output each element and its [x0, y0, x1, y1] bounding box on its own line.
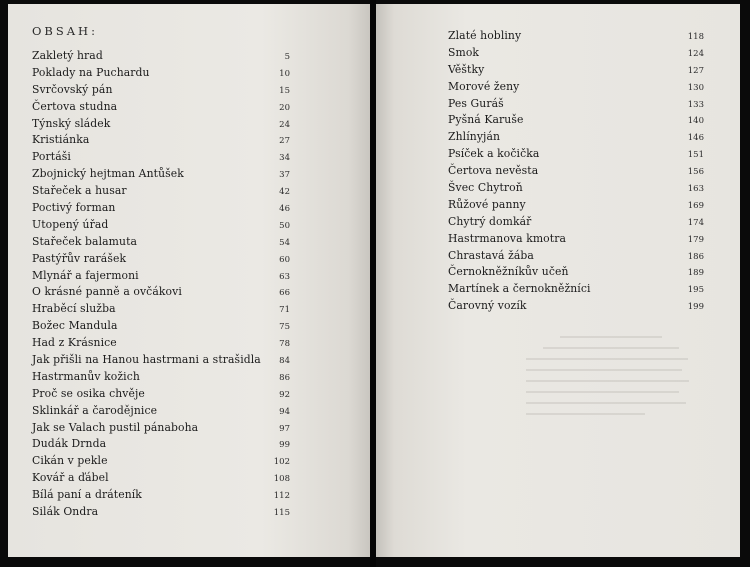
toc-entry — [448, 45, 704, 62]
toc-entry-title: Chrastavá žába — [448, 248, 534, 262]
toc-entry — [32, 284, 290, 301]
toc-entry-title: Stařeček balamuta — [32, 234, 138, 248]
toc-entry-title: Věštky — [448, 62, 485, 76]
left-page — [8, 4, 370, 557]
toc-entry — [448, 281, 704, 298]
toc-entry-title: Poklady na Puchardu — [32, 65, 150, 79]
toc-entry-page-number: 71 — [279, 305, 290, 316]
toc-entry-page-number: 66 — [279, 288, 290, 299]
toc-entry-title: Pes Guráš — [448, 96, 504, 110]
toc-entry-page-number: 27 — [279, 136, 290, 147]
toc-entry — [32, 318, 290, 335]
toc-entry-title: Had z Krásnice — [32, 336, 117, 350]
toc-entry — [32, 99, 290, 116]
toc-entry-title: Pyšná Karuše — [448, 113, 524, 127]
toc-entry-title: Zhlínyján — [448, 130, 501, 144]
toc-entry-page-number: 60 — [279, 254, 290, 265]
toc-list-left — [32, 48, 290, 521]
toc-entry — [448, 163, 704, 180]
toc-entry — [32, 386, 290, 403]
toc-entry-title: Morové ženy — [448, 79, 520, 93]
toc-entry — [32, 116, 290, 133]
toc-entry — [32, 268, 290, 285]
toc-entry-title: Cikán v pekle — [32, 454, 108, 468]
toc-entry — [32, 352, 290, 369]
toc-entry-page-number: 20 — [279, 102, 290, 113]
toc-entry — [32, 166, 290, 183]
toc-entry-title: Sklinkář a čarodějnice — [32, 403, 158, 417]
toc-entry — [32, 217, 290, 234]
toc-entry — [32, 65, 290, 82]
toc-entry — [448, 28, 704, 45]
toc-entry — [32, 183, 290, 200]
toc-entry-title: Poctivý forman — [32, 201, 116, 215]
toc-entry-page-number: 54 — [279, 237, 290, 248]
toc-entry-page-number: 127 — [687, 65, 704, 76]
toc-entry-title: Jak přišli na Hanou hastrmani a strašidla — [32, 353, 261, 367]
toc-entry — [32, 301, 290, 318]
toc-entry-title: Čertova nevěsta — [448, 164, 539, 178]
toc-entry-page-number: 42 — [279, 187, 290, 198]
toc-entry-title: Hastrmanův kožich — [32, 369, 140, 383]
toc-entry-title: Utopený úřad — [32, 217, 109, 231]
toc-entry-page-number: 118 — [687, 32, 704, 42]
toc-entry-page-number: 92 — [279, 389, 290, 400]
toc-entry — [448, 264, 704, 281]
toc-entry-title: Čarovný vozík — [448, 299, 527, 313]
toc-entry — [32, 420, 290, 437]
toc-entry-page-number: 5 — [284, 52, 290, 62]
toc-entry-page-number: 63 — [279, 271, 290, 282]
toc-entry-title: Kristiánka — [32, 133, 90, 147]
toc-entry — [448, 62, 704, 79]
toc-entry — [32, 251, 290, 268]
toc-entry-page-number: 151 — [687, 150, 704, 161]
toc-entry-title: Bílá paní a dráteník — [32, 488, 142, 502]
toc-entry — [32, 48, 290, 65]
toc-entry-title: Božec Mandula — [32, 319, 118, 333]
toc-entry-page-number: 86 — [279, 372, 290, 383]
toc-entry — [32, 436, 290, 453]
toc-entry-title: Svrčovský pán — [32, 82, 113, 96]
toc-entry-title: Smok — [448, 45, 480, 59]
toc-entry-title: Mlynář a fajermoni — [32, 268, 139, 282]
toc-entry-page-number: 46 — [279, 204, 290, 215]
toc-entry — [32, 132, 290, 149]
toc-entry-page-number: 24 — [279, 119, 290, 130]
toc-entry — [32, 470, 290, 487]
toc-entry-page-number: 84 — [279, 356, 290, 367]
toc-entry-page-number: 174 — [687, 217, 704, 228]
toc-entry-page-number: 10 — [279, 68, 290, 79]
toc-entry — [32, 200, 290, 217]
toc-entry-title: Hastrmanova kmotra — [448, 231, 567, 245]
toc-entry-page-number: 50 — [279, 220, 290, 231]
toc-entry-title: Zlaté hobliny — [448, 29, 522, 42]
toc-entry-title: Kovář a ďábel — [32, 471, 109, 485]
toc-entry-page-number: 156 — [687, 167, 704, 178]
toc-entry — [448, 180, 704, 197]
toc-entry-title: Pastýřův rarášek — [32, 251, 127, 265]
bleed-through-text — [526, 336, 696, 466]
toc-entry — [448, 112, 704, 129]
toc-entry-title: Zakletý hrad — [32, 49, 103, 62]
toc-entry-title: Proč se osika chvěje — [32, 386, 145, 400]
toc-entry-page-number: 146 — [687, 133, 704, 144]
toc-entry-title: O krásné panně a ovčákovi — [32, 285, 182, 299]
toc-entry-page-number: 75 — [279, 322, 290, 333]
toc-entry-title: Švec Chytroň — [448, 181, 523, 195]
toc-entry — [32, 453, 290, 470]
toc-entry-page-number: 15 — [279, 85, 290, 96]
toc-entry-page-number: 115 — [273, 508, 290, 519]
toc-entry-page-number: 195 — [687, 285, 704, 296]
right-page — [376, 4, 740, 557]
toc-entry-page-number: 179 — [687, 234, 704, 245]
toc-entry-title: Stařeček a husar — [32, 184, 127, 198]
toc-entry-page-number: 112 — [273, 491, 290, 502]
toc-entry — [448, 197, 704, 214]
toc-entry-title: Dudák Drnda — [32, 437, 107, 451]
toc-entry — [32, 403, 290, 420]
toc-entry-page-number: 169 — [687, 200, 704, 211]
toc-entry-page-number: 102 — [273, 457, 290, 468]
toc-entry — [32, 369, 290, 386]
toc-entry-title: Portáši — [32, 150, 71, 164]
toc-entry — [448, 146, 704, 163]
toc-entry-page-number: 133 — [687, 99, 704, 110]
toc-entry-page-number: 97 — [279, 423, 290, 434]
toc-entry — [448, 79, 704, 96]
toc-entry-title: Chytrý domkář — [448, 214, 532, 228]
toc-entry — [32, 149, 290, 166]
toc-entry-page-number: 130 — [687, 82, 704, 93]
toc-entry-title: Černokněžníkův učeň — [448, 265, 569, 279]
toc-entry-page-number: 199 — [687, 302, 704, 313]
toc-entry — [448, 129, 704, 146]
toc-entry-title: Martínek a černokněžníci — [448, 282, 591, 296]
toc-entry-title: Čertova studna — [32, 99, 118, 113]
toc-entry-page-number: 186 — [687, 251, 704, 262]
toc-entry-title: Hraběcí služba — [32, 302, 116, 316]
toc-entry — [32, 335, 290, 352]
toc-entry-page-number: 163 — [687, 184, 704, 195]
toc-entry-page-number: 94 — [279, 406, 290, 417]
toc-entry-title: Jak se Valach pustil pánaboha — [32, 420, 199, 434]
toc-entry-page-number: 34 — [279, 153, 290, 164]
toc-entry — [32, 504, 290, 521]
toc-entry-page-number: 37 — [279, 170, 290, 181]
toc-entry — [32, 487, 290, 504]
toc-entry-title: Psíček a kočička — [448, 147, 540, 161]
toc-entry — [448, 298, 704, 315]
toc-entry — [448, 248, 704, 265]
toc-list-right — [448, 28, 704, 315]
toc-entry-page-number: 189 — [687, 268, 704, 279]
toc-entry-page-number: 124 — [687, 48, 704, 59]
toc-entry — [448, 231, 704, 248]
toc-entry-page-number: 140 — [687, 116, 704, 127]
toc-entry-page-number: 108 — [273, 474, 290, 485]
toc-entry-title: Silák Ondra — [32, 505, 99, 519]
toc-entry-page-number: 99 — [279, 440, 290, 451]
toc-entry — [32, 82, 290, 99]
toc-heading: OBSAH: — [32, 24, 98, 38]
toc-entry-page-number: 78 — [279, 339, 290, 350]
toc-entry-title: Růžové panny — [448, 197, 526, 211]
toc-entry-title: Zbojnický hejtman Antůšek — [32, 167, 184, 181]
toc-entry — [32, 234, 290, 251]
toc-entry — [448, 214, 704, 231]
toc-entry-title: Týnský sládek — [32, 116, 111, 130]
toc-entry — [448, 96, 704, 113]
